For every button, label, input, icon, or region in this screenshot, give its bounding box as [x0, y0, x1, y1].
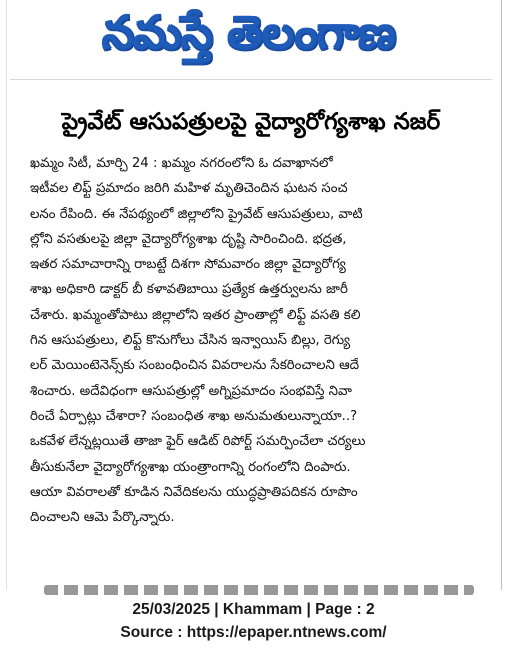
article-line: గిన ఆసుపత్రులు, లిఫ్ట్ కొనుగోలు చేసిన ఇన్వాయిస్ బిల్లు, రెగ్యు: [30, 333, 351, 349]
article-line: ఇటీవల లిఫ్ట్ ప్రమాదం జరిగి మహిళ మృతిచెందిన ఘటన సంచ: [30, 181, 348, 197]
article-line: శించారు. అదేవిధంగా ఆసుపత్రుల్లో అగ్నిప్రమాదం సంభవిస్తే నివా: [30, 383, 352, 399]
date-edition-page: 25/03/2025 | Khammam | Page : 2: [132, 601, 375, 618]
article-line: రించే ఏర్పాట్లు చేశారా? సంబంధిత శాఖ అనుమతులున్నాయా..?: [30, 408, 358, 424]
article-line: తీసుకునేలా వైద్యారోగ్యశాఖ యంత్రాంగాన్ని రంగంలోని దింపారు.: [30, 459, 351, 475]
cut-off-next-article: [44, 585, 474, 595]
article-headline: ప్రైవేట్ ఆసుపత్రులపై వైద్యారోగ్యశాఖ నజర్: [61, 109, 441, 135]
newspaper-masthead: నమస్తే తెలంగాణ: [101, 5, 395, 59]
article-line: ఒకవేళ లేన్నట్లయితే తాజా ఫైర్ ఆడిట్ రిపోర్ట్ సమర్పించేలా చర్యలు: [30, 434, 366, 450]
article-line: ఖమ్మం సిటీ, మార్చి 24 : ఖమ్మం నగరంలోని ఓ దవాఖానలో: [30, 156, 333, 171]
clipping-footer: [0, 598, 507, 658]
article-line: ఆయా వివరాలతో కూడిన నివేదికలను యుద్ధప్రాతిపదికన రూపొం: [30, 484, 358, 500]
masthead-divider: [10, 79, 492, 80]
article-line: దించాలని ఆమె పేర్కొన్నారు.: [30, 510, 175, 526]
article-body: [30, 151, 488, 530]
article-line: చేశారు. ఖమ్మంతోపాటు జిల్లాలోని ఇతర ప్రాంతాల్లో లిఫ్ట్ వసతి కలి: [30, 307, 361, 323]
article-line: ల్లోని వసతులపై జిల్లా వైద్యారోగ్యశాఖ దృష్టి సారించింది. భద్రత,: [30, 231, 347, 247]
article-line: లర్ మెయింటెనెన్స్‌కు సంబంధించిన వివరాలను సేకరించాలని ఆదే: [30, 358, 360, 374]
source-link[interactable]: Source : https://epaper.ntnews.com/: [120, 624, 387, 641]
article-line: ఇతర సమాచారాన్ని రాబట్టే దిశగా సోమవారం జిల్లా వైద్యారోగ్య: [30, 257, 346, 273]
article-line: లనం రేపింది. ఈ నేపథ్యంలో జిల్లాలోని ప్రైవేట్ ఆసుపత్రులు, వాటి: [30, 206, 363, 222]
article-line: శాఖ అధికారి డాక్టర్ బీ కళావతిబాయి ప్రత్యేక ఉత్తర్వులను జారీ: [30, 282, 348, 298]
